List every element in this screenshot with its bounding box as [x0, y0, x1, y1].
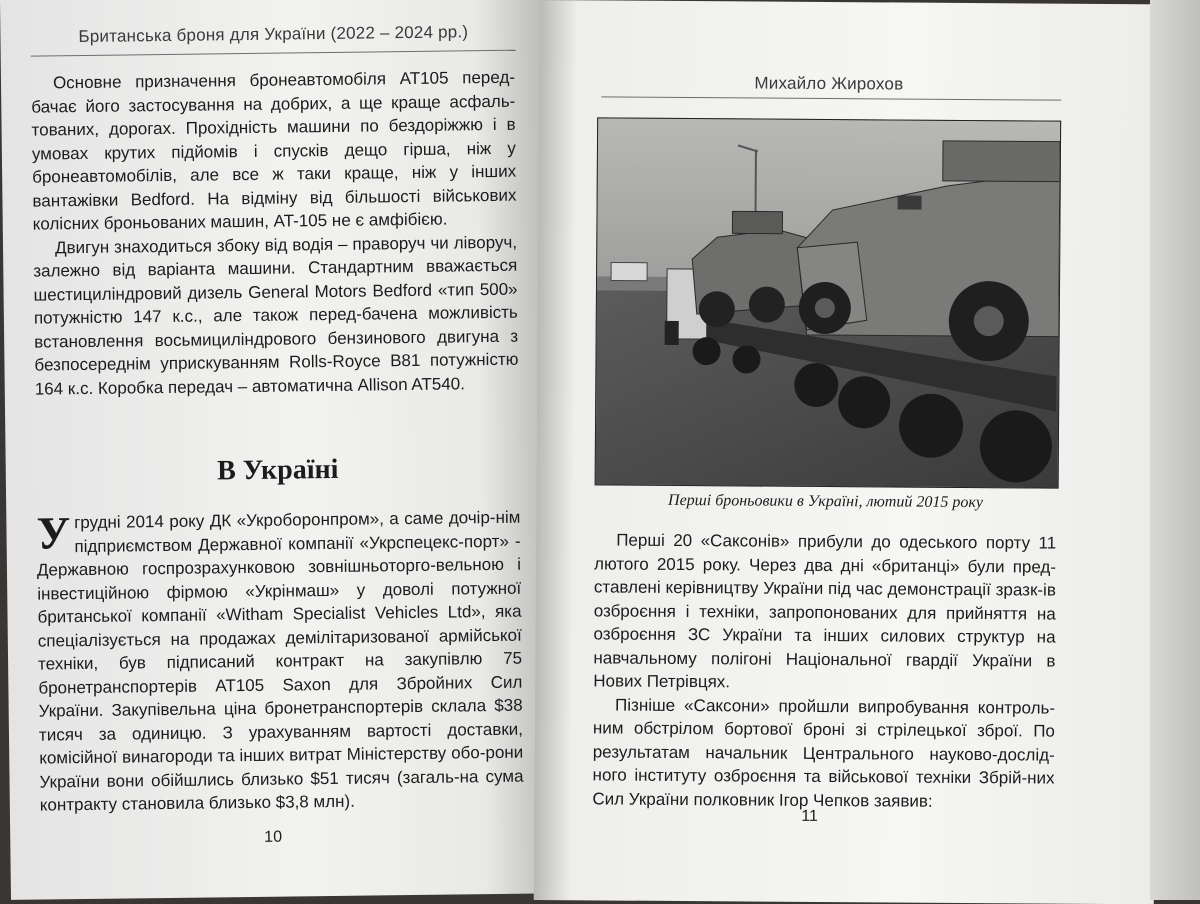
section-heading: В Україні — [216, 453, 339, 487]
running-head-right: Михайло Жирохов — [754, 73, 904, 94]
paragraph: Основне призначення бронеавтомобіля AT105 перед-бачає його застосування на добрих, а ще краще асфаль-тованих, дорогах. Прохідність машини по бездоріжжю і в умовах крутих підйомів і спусків дещо гірша, ніж у бронеавтомобілів, але все ж таки краще, ніж у інших вантажівки Bedford. На відміну від більшості військових колісних броньованих машин, AT-105 не є амфібією. — [31, 67, 517, 234]
drop-cap: У — [36, 507, 71, 559]
page-number-right: 11 — [801, 807, 818, 825]
section-body-text — [36, 506, 524, 817]
right-page — [534, 0, 1160, 904]
left-body-text — [31, 66, 519, 401]
paragraph: Перші 20 «Саксонів» прибули до одеського порту 11 лютого 2015 року. Через два дні «британці» були пред-ставлені керівництву України під час демонстрації зразк-ів озброєння і техніки, запропонованих для прийняття на озброєння ЗС України та інших силових структур на навчальному полігоні Національної гвардії України в Нових Петрівцях. — [593, 530, 1057, 692]
page-number-left: 10 — [264, 828, 283, 846]
left-page — [0, 0, 551, 900]
paragraph: Двигун знаходиться збоку від водія – праворуч чи ліворуч, залежно від варіанта машини. Стандартним вважається шестициліндровий дизель General Motors Bedford «тип 500» потужністю 147 к.с., але також перед-бачена можливість встановлення восьмициліндрового бензинового двигуна з безпосереднім уприскуванням Rolls-Royce B81 потужністю 164 к.с. Коробка передач – автоматична Allison AT540. — [33, 232, 519, 399]
header-rule-left — [31, 50, 516, 57]
section-paragraph-text: грудні 2014 року ДК «Укроборонпром», а саме дочір-нім підприємством Державної компанії «Укрспецекс-порт» - Державною госпрозрахунковою зовнішньоторго-вельною і інвестиційною фірмою «Укрінмаш» у доволі потужної британської компанії «Witham Specialist Vehicles Ltd», яка спеціалізується на продажах демілітаризованої армійської техніки, був підписаний контракт на закупівлю 75 бронетранспортерів AT105 Saxon для Збройних Сил України. Закупівельна ціна бронетранспортерів склала $38 тисяч за одиницю. З урахуванням вартості доставки, комісійної винагороди та інших витрат Міністерству обо-рони України вони обійшлись близько $51 тисяч (загаль-на сума контракту становила близько $3,8 млн). — [36, 507, 524, 815]
running-head-left: Британська броня для України (2022 – 2024 рр.) — [78, 22, 469, 47]
armored-vehicles-photo — [595, 117, 1062, 488]
photo-caption: Перші броньовики в Україні, лютий 2015 року — [667, 491, 984, 512]
book-edge — [1150, 0, 1200, 900]
header-rule-right — [601, 96, 1061, 100]
right-body-text — [592, 528, 1056, 813]
section-paragraph — [36, 506, 524, 817]
paragraph: Пізніше «Саксони» пройшли випробування контроль-ним обстрілом бортової броні зі стрілецької зброї. По результатам начальник Центрального науково-дослід-ного інституту озброєння та військової техніки Збрій-них Сил України полковник Ігор Чепков заявив: — [592, 695, 1056, 811]
photo-illustration — [596, 118, 1061, 487]
